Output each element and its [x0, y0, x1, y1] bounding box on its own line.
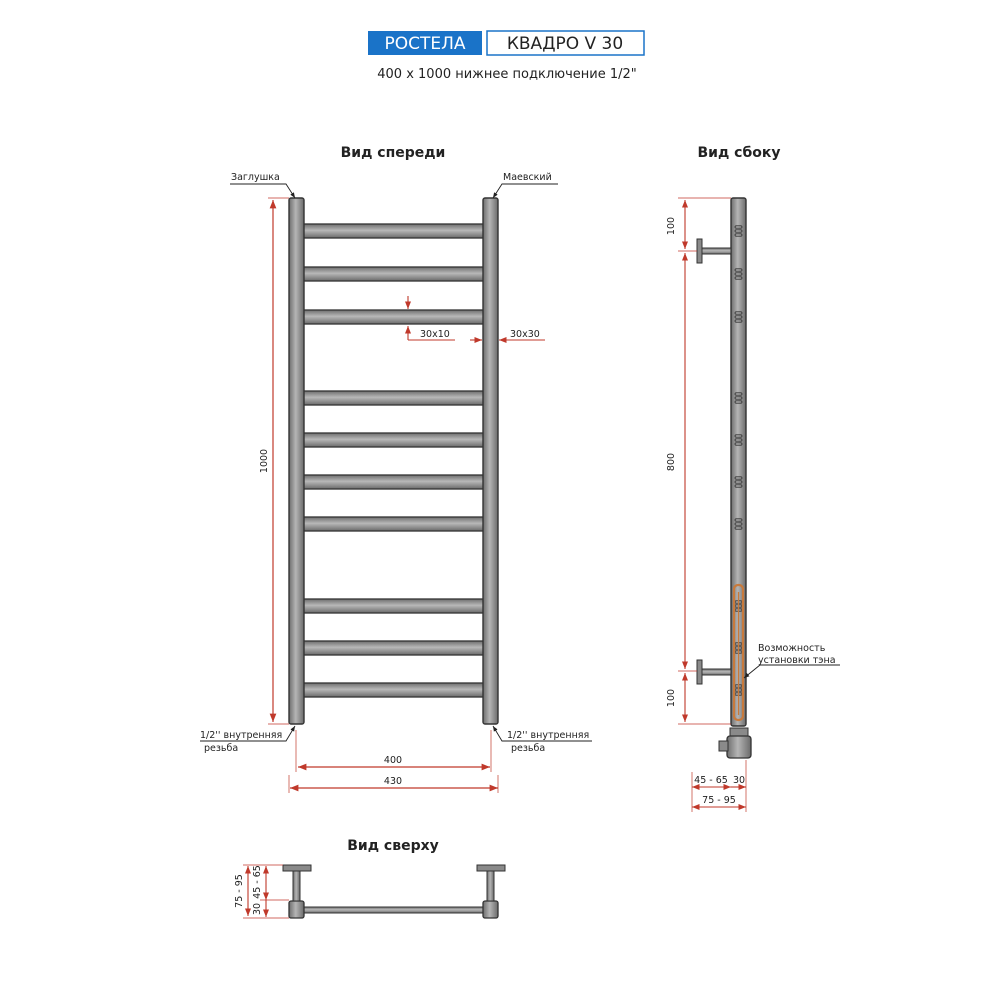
rung: [303, 517, 484, 531]
rung: [303, 475, 484, 489]
front-view: [200, 145, 592, 793]
header: [368, 31, 644, 82]
top-view: [234, 838, 505, 918]
side-dimension-bottom: 100: [666, 688, 677, 708]
side-dimension-top: 100: [666, 216, 677, 236]
top-rail: [298, 907, 488, 913]
side-dimension-middle: 800: [666, 452, 677, 472]
top-right-wall-plate: [477, 865, 505, 871]
heater-label-2: установки тэна: [758, 655, 836, 666]
rung: [303, 391, 484, 405]
side-depth-dimension: 75 - 95: [702, 795, 736, 806]
top-offset-dimension: 45 - 65: [252, 865, 263, 899]
front-view-title: Вид спереди: [340, 145, 446, 161]
plug-label: Заглушка: [231, 172, 280, 183]
rung: [303, 433, 484, 447]
width-outer-dimension: 430: [383, 776, 403, 787]
side-pipe-dimension: 30: [732, 775, 746, 786]
left-collector: [289, 198, 304, 724]
height-dimension: 1000: [259, 448, 270, 474]
rung: [303, 599, 484, 613]
rung-section-dimension: 30х10: [420, 329, 450, 340]
width-inner-dimension: 400: [383, 755, 403, 766]
heater-label-1: Возможность: [758, 643, 826, 654]
rung: [303, 641, 484, 655]
top-left-collector: [289, 901, 304, 918]
valve-label: Маевский: [503, 172, 552, 183]
top-pipe-dimension: 30: [252, 902, 263, 916]
top-view-title: Вид сверху: [347, 838, 439, 854]
rung: [303, 267, 484, 281]
subtitle: 400 х 1000 нижнее подключение 1/2": [377, 67, 637, 82]
bottom-valve: [719, 728, 751, 758]
rungs: [303, 224, 484, 697]
right-collector: [483, 198, 498, 724]
valve-leader: [493, 184, 558, 198]
thread-right-label-2: резьба: [511, 743, 546, 754]
heater-leader: [744, 665, 840, 678]
top-depth-dimension: 75 - 95: [234, 874, 245, 908]
top-bracket: [697, 239, 731, 263]
model-name: КВАДРО V 30: [506, 34, 624, 54]
rung: [303, 310, 484, 324]
thread-left-label-2: резьба: [204, 743, 239, 754]
top-left-bracket-stem: [293, 870, 300, 901]
top-left-wall-plate: [283, 865, 311, 871]
bottom-bracket: [697, 660, 731, 684]
thread-right-label-1: 1/2'' внутренняя: [507, 730, 590, 741]
side-view-title: Вид сбоку: [697, 145, 781, 161]
rung: [303, 224, 484, 238]
top-right-collector: [483, 901, 498, 918]
side-offset-dimension: 45 - 65: [694, 775, 728, 786]
thread-left-label-1: 1/2'' внутренняя: [200, 730, 283, 741]
side-view: [666, 145, 840, 812]
rung: [303, 683, 484, 697]
pipe-section-dimension: 30х30: [510, 329, 540, 340]
brand-name: РОСТЕЛА: [384, 34, 466, 54]
plug-leader: [230, 184, 295, 198]
top-right-bracket-stem: [487, 870, 494, 901]
